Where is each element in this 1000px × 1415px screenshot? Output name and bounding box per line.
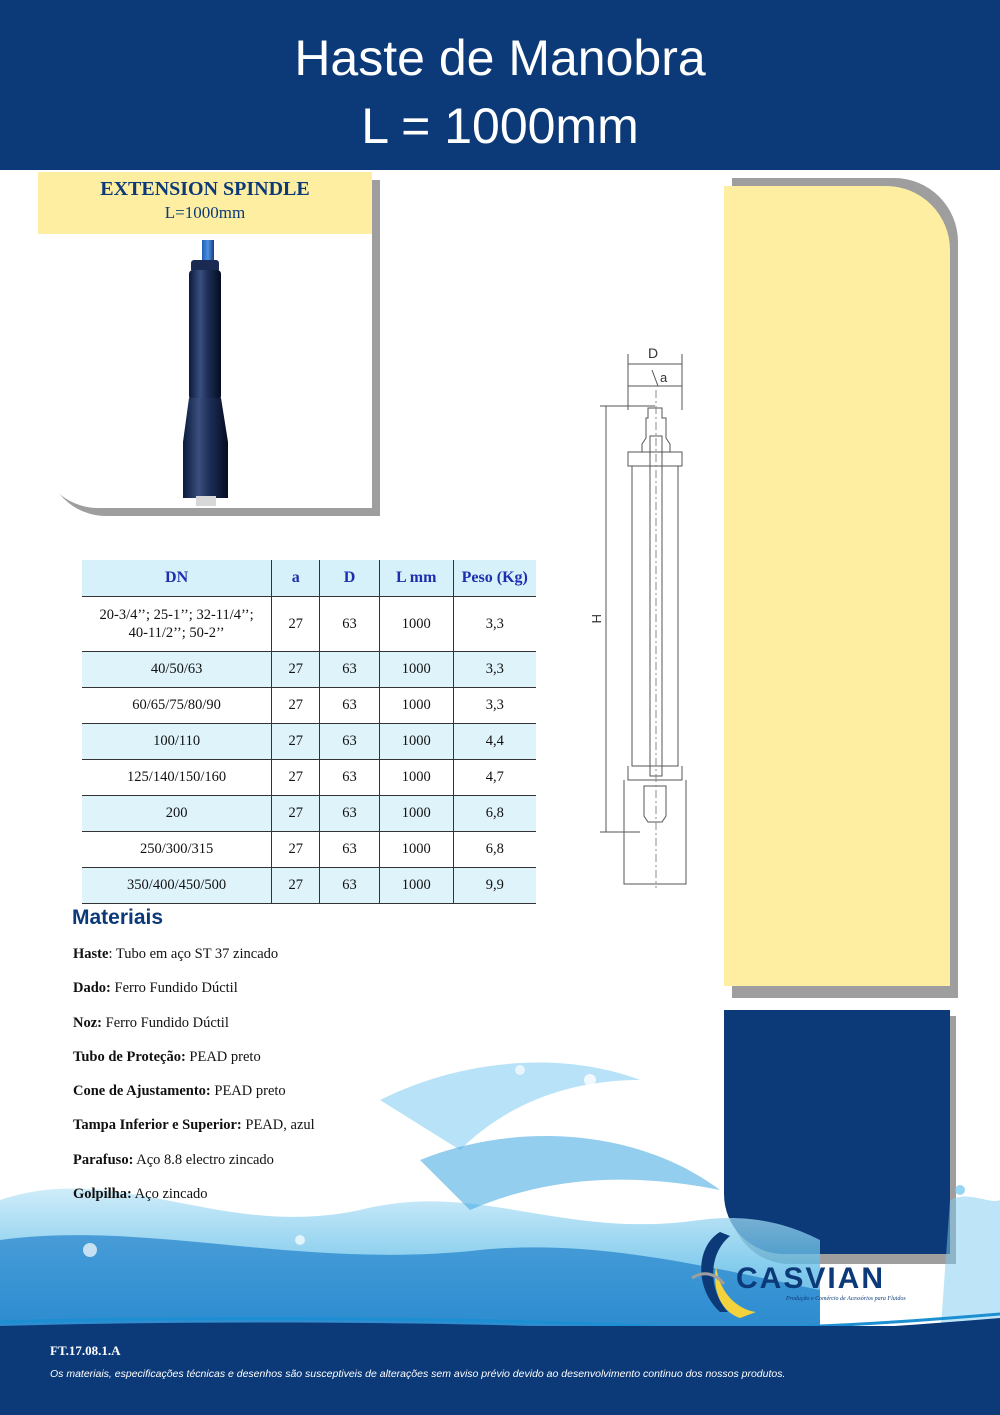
material-value: Ferro Fundido Dúctil	[114, 980, 238, 997]
cell-peso: 3,3	[453, 597, 536, 652]
material-label: Dado:	[73, 980, 111, 997]
cell-dn: 100/110	[82, 724, 272, 760]
list-item	[73, 1049, 315, 1083]
list-item	[73, 1083, 315, 1117]
product-card-subtitle: L=1000mm	[164, 203, 246, 222]
cell-dn: 60/65/75/80/90	[82, 688, 272, 724]
spindle-tube	[189, 270, 221, 400]
material-value: PEAD, azul	[245, 1117, 315, 1134]
col-header-l: L mm	[379, 560, 453, 597]
spindle-cone	[183, 398, 228, 498]
list-item	[73, 1015, 315, 1049]
table-row	[82, 597, 536, 652]
material-label: Haste	[73, 946, 109, 962]
cell-d: 63	[320, 652, 380, 688]
cell-l: 1000	[379, 724, 453, 760]
cell-d: 63	[320, 796, 380, 832]
cell-peso: 6,8	[453, 832, 536, 868]
cell-a: 27	[272, 597, 320, 652]
side-panel-yellow	[724, 186, 950, 986]
cell-a: 27	[272, 652, 320, 688]
cell-peso: 9,9	[453, 868, 536, 904]
spec-table	[82, 560, 536, 904]
cell-dn-line1: 20-3/4’’; 25-1’’; 32-11/4’’;	[99, 607, 254, 623]
cell-dn-line2: 40-11/2’’; 50-2’’	[128, 625, 225, 641]
table-row	[82, 796, 536, 832]
material-label: Noz:	[73, 1014, 102, 1031]
cell-a: 27	[272, 796, 320, 832]
technical-drawing	[580, 340, 710, 890]
list-item	[73, 1152, 315, 1186]
cell-a: 27	[272, 688, 320, 724]
cell-l: 1000	[379, 688, 453, 724]
material-label: Cone de Ajustamento:	[73, 1083, 211, 1100]
material-value: PEAD preto	[189, 1048, 261, 1065]
cell-l: 1000	[379, 796, 453, 832]
product-card	[38, 172, 372, 508]
col-header-peso: Peso (Kg)	[453, 560, 536, 597]
cell-peso: 4,7	[453, 760, 536, 796]
table-row	[82, 652, 536, 688]
material-label: Tubo de Proteção:	[73, 1048, 186, 1065]
cell-a: 27	[272, 724, 320, 760]
list-item	[73, 1117, 315, 1151]
table-row	[82, 760, 536, 796]
page-subtitle: L = 1000mm	[361, 98, 639, 154]
cell-l: 1000	[379, 760, 453, 796]
cell-a: 27	[272, 832, 320, 868]
material-value: Aço zincado	[134, 1186, 208, 1203]
material-value: Aço 8.8 electro zincado	[136, 1151, 274, 1168]
spindle-top-cap	[202, 240, 214, 262]
col-header-d: D	[320, 560, 380, 597]
table-row	[82, 688, 536, 724]
document-code: FT.17.08.1.A	[50, 1343, 121, 1358]
col-header-a: a	[272, 560, 320, 597]
materials-title: Materiais	[72, 906, 164, 929]
material-label: Tampa Inferior e Superior:	[73, 1117, 242, 1134]
page-title: Haste de Manobra	[294, 30, 706, 86]
list-item	[73, 980, 315, 1014]
casvian-logo-tagline: Produção e Comércio de Acessórios para Fluidos	[786, 1296, 906, 1302]
material-value: Tubo em aço ST 37 zincado	[115, 946, 279, 962]
cell-peso: 6,8	[453, 796, 536, 832]
cell-d: 63	[320, 724, 380, 760]
cell-d: 63	[320, 832, 380, 868]
dim-label-d: D	[648, 345, 659, 361]
product-card-title: EXTENSION SPINDLE	[100, 178, 310, 200]
table-header-row	[82, 560, 536, 597]
cell-dn: 40/50/63	[82, 652, 272, 688]
dim-label-a: a	[660, 370, 668, 385]
cell-dn	[82, 597, 272, 652]
cell-dn: 350/400/450/500	[82, 868, 272, 904]
cell-dn: 125/140/150/160	[82, 760, 272, 796]
list-item	[73, 1186, 315, 1220]
cell-d: 63	[320, 688, 380, 724]
cell-peso: 4,4	[453, 724, 536, 760]
cell-peso: 3,3	[453, 688, 536, 724]
cell-d: 63	[320, 597, 380, 652]
material-label: Golpilha:	[73, 1186, 132, 1203]
casvian-logo-name: CASVIAN	[736, 1262, 886, 1295]
material-label: Parafuso:	[73, 1151, 134, 1168]
cell-l: 1000	[379, 652, 453, 688]
cell-a: 27	[272, 868, 320, 904]
cell-dn: 250/300/315	[82, 832, 272, 868]
cell-a: 27	[272, 760, 320, 796]
material-value: PEAD preto	[214, 1083, 286, 1100]
material-value: Ferro Fundido Dúctil	[105, 1014, 229, 1031]
cell-peso: 3,3	[453, 652, 536, 688]
cell-l: 1000	[379, 597, 453, 652]
material-sep: :	[108, 946, 116, 962]
spindle-photo	[38, 172, 372, 508]
cell-l: 1000	[379, 868, 453, 904]
materials-list	[73, 946, 315, 1220]
table-row	[82, 832, 536, 868]
dim-label-h: H	[589, 614, 604, 624]
cell-dn: 200	[82, 796, 272, 832]
cell-d: 63	[320, 760, 380, 796]
col-header-dn: DN	[82, 560, 272, 597]
cell-d: 63	[320, 868, 380, 904]
list-item	[73, 946, 315, 980]
cell-l: 1000	[379, 832, 453, 868]
footer-disclaimer: Os materiais, especificações técnicas e desenhos são susceptiveis de alterações sem aviso prévio devido ao desenvolvimento continuo dos nossos produtos.	[50, 1368, 786, 1380]
spindle-bottom	[196, 496, 216, 506]
table-row	[82, 724, 536, 760]
table-row	[82, 868, 536, 904]
